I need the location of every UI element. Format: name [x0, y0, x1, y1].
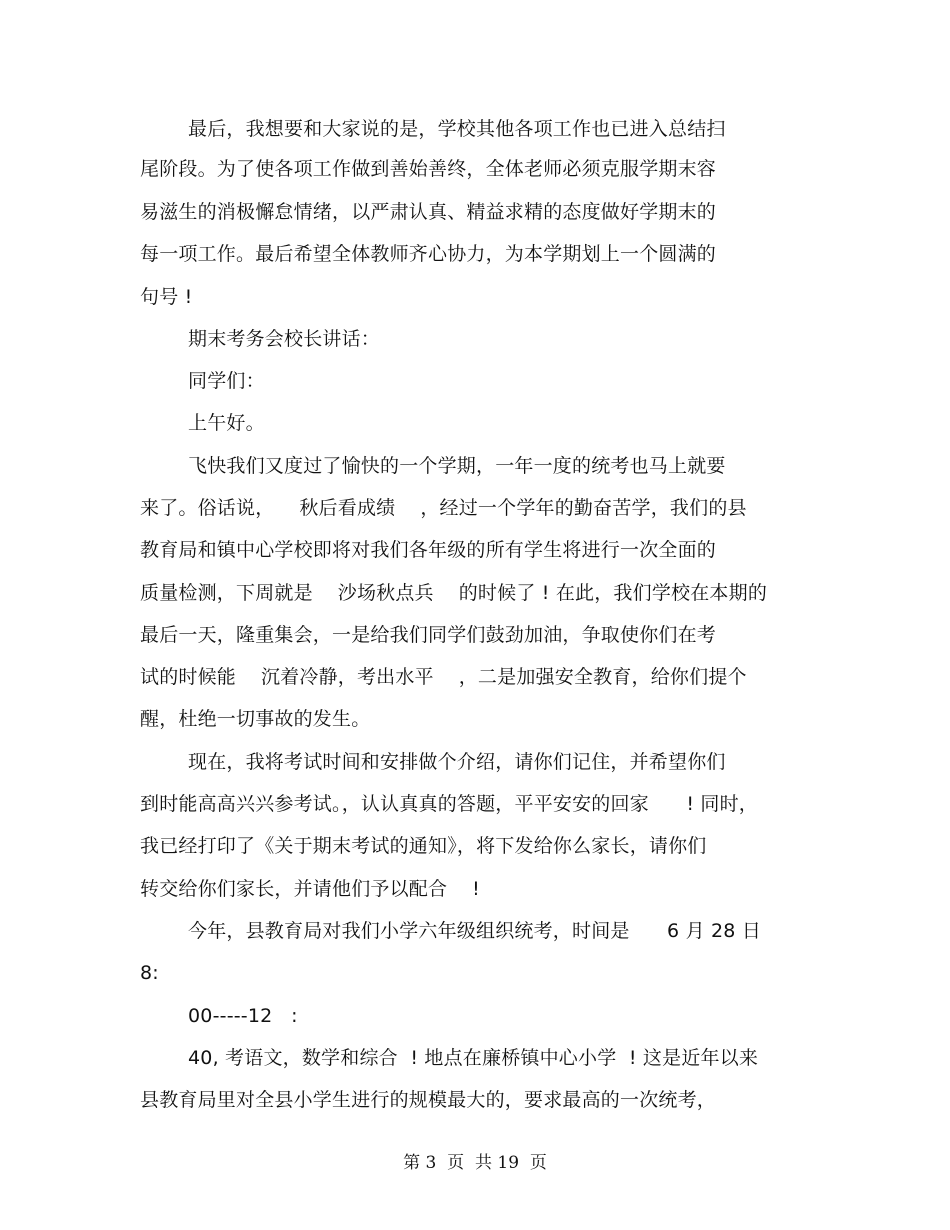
text-line: 转交给你们家长，并请他们予以配合 !	[140, 878, 480, 900]
text-line: 今年，县教育局对我们小学六年级组织统考，时间是 6 月 28 日	[188, 920, 762, 942]
text-line: 现在，我将考试时间和安排做个介绍，请你们记住，并希望你们	[188, 751, 726, 773]
text-line: 醒，杜绝一切事故的发生。	[140, 708, 371, 730]
text-line: 县教育局里对全县小学生进行的规模最大的，要求最高的一次统考，	[140, 1089, 717, 1111]
text-line: 句号 !	[140, 286, 193, 308]
text-line: 00-----12 :	[188, 1005, 298, 1027]
text-line: 教育局和镇中心学校即将对我们各年级的所有学生将进行一次全面的	[140, 539, 717, 561]
text-line: 来了。俗话说， 秋后看成绩 ，经过一个学年的勤奋苦学，我们的县	[140, 497, 747, 519]
text-line: 尾阶段。为了使各项工作做到善始善终，全体老师必须克服学期末容	[140, 158, 717, 180]
text-line: 期末考务会校长讲话：	[188, 328, 381, 350]
text-line: 8:	[140, 962, 159, 984]
text-line: 试的时候能 沉着冷静，考出水平 ，二是加强安全教育，给你们提个	[140, 666, 747, 688]
text-line: 到时能高高兴兴参考试。，认认真真的答题，平平安安的回家 ! 同时，	[140, 793, 758, 815]
text-line: 最后，我想要和大家说的是，学校其他各项工作也已进入总结扫	[188, 118, 726, 140]
page-number-footer: 第 3 页 共 19 页	[403, 1153, 547, 1173]
text-line: 上午好。	[188, 412, 265, 434]
text-line: 飞快我们又度过了愉快的一个学期，一年一度的统考也马上就要	[188, 455, 726, 477]
text-line: 质量检测，下周就是 沙场秋点兵 的时候了 ! 在此，我们学校在本期的	[140, 582, 768, 604]
text-line: 最后一天，隆重集会，一是给我们同学们鼓劲加油，争取使你们在考	[140, 624, 717, 646]
text-line: 易滋生的消极懈怠情绪，以严肃认真、精益求精的态度做好学期末的	[140, 201, 717, 223]
text-line: 每一项工作。最后希望全体教师齐心协力，为本学期划上一个圆满的	[140, 243, 717, 265]
text-line: 同学们：	[188, 370, 265, 392]
text-line: 40, 考语文，数学和综合 ! 地点在廉桥镇中心小学 ! 这是近年以来	[188, 1047, 759, 1069]
text-line: 我已经打印了《关于期末考试的通知》，将下发给你么家长，请你们	[140, 835, 707, 857]
